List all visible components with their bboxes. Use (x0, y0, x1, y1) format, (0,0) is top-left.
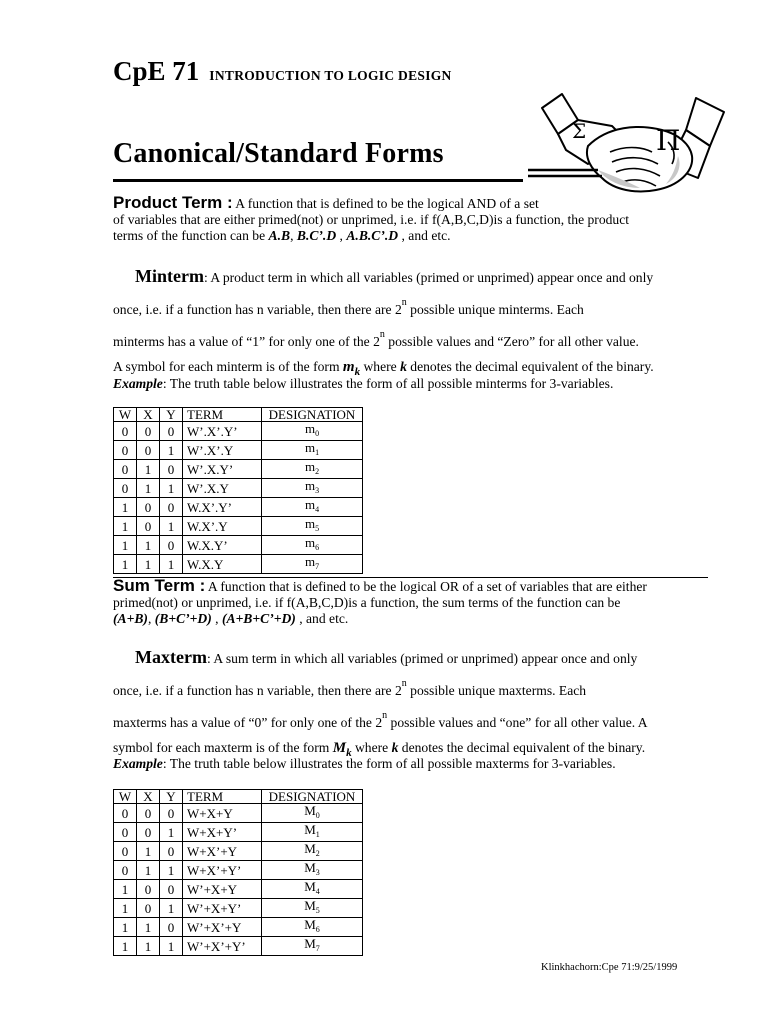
sum-term-line3 (113, 611, 713, 627)
cell-designation (262, 536, 363, 555)
cell-w: 0 (114, 441, 137, 460)
designation-subscript: 7 (315, 944, 320, 953)
table-row (114, 555, 363, 574)
table-header-row (114, 790, 363, 804)
sigma-symbol: Σ (572, 119, 587, 143)
sum-example-3: (A+B+C’+D) (221, 611, 296, 626)
cell-designation (262, 823, 363, 842)
cell-term: W’+X+Y (183, 880, 262, 899)
cell-term: W’+X’+Y’ (183, 937, 262, 956)
minterm-symbol-sub: k (354, 366, 361, 378)
sum-sep-2: , (211, 611, 222, 626)
table-row (114, 536, 363, 555)
designation-subscript: 4 (315, 887, 320, 896)
cell-term: W’.X.Y (183, 479, 262, 498)
cell-designation (262, 918, 363, 937)
maxterm-truth-table (113, 789, 363, 956)
cell-x: 1 (137, 918, 160, 937)
cell-w: 0 (114, 422, 137, 441)
minterm-line2 (113, 290, 713, 322)
maxterm-line4-c: denotes the decimal equivalent of the binary. (398, 740, 646, 755)
designation-symbol: M (304, 936, 316, 951)
sum-term-heading: Sum Term : (113, 576, 206, 595)
course-code: CpE 71 (113, 56, 200, 86)
cell-designation (262, 804, 363, 823)
cell-designation (262, 517, 363, 536)
minterm-example (113, 376, 713, 392)
cell-designation (262, 937, 363, 956)
maxterm-example-text: : The truth table below illustrates the form of all possible maxterms for 3-variables. (162, 756, 616, 771)
designation-symbol: M (304, 803, 316, 818)
designation-symbol: m (304, 554, 316, 569)
designation-subscript: 2 (315, 849, 320, 858)
table-row (114, 517, 363, 536)
maxterm-example (113, 756, 713, 772)
maxterm-line3-a: maxterms has a value of “0” for only one of the 2 (113, 715, 383, 730)
cell-y: 1 (160, 823, 183, 842)
designation-symbol: M (304, 860, 316, 875)
designation-subscript: 4 (315, 505, 320, 514)
cell-w: 1 (114, 918, 137, 937)
table-header-row (114, 408, 363, 422)
maxterm-line2-sup: n (401, 678, 407, 689)
minterm-k: k (400, 359, 407, 374)
minterm-line4-a: A symbol for each minterm is of the form (113, 359, 343, 374)
cell-x: 0 (137, 422, 160, 441)
cell-x: 1 (137, 460, 160, 479)
cell-designation (262, 555, 363, 574)
cell-y: 1 (160, 555, 183, 574)
cell-x: 0 (137, 441, 160, 460)
minterm-example-label: Example (113, 376, 163, 391)
cell-w: 1 (114, 498, 137, 517)
designation-subscript: 5 (315, 906, 320, 915)
column-header: X (137, 790, 160, 804)
cell-term: W+X’+Y’ (183, 861, 262, 880)
cell-term: W’.X.Y’ (183, 460, 262, 479)
designation-symbol: M (304, 898, 316, 913)
sum-example-2: (B+C’+D) (154, 611, 212, 626)
minterm-line1: : A product term in which all variables (primed or unprimed) appear once and only (203, 270, 654, 285)
cell-w: 1 (114, 517, 137, 536)
designation-subscript: 0 (315, 811, 320, 820)
sum-example-1: (A+B) (113, 611, 148, 626)
designation-symbol: m (304, 516, 316, 531)
cell-designation (262, 861, 363, 880)
designation-symbol: m (304, 497, 316, 512)
cell-designation (262, 479, 363, 498)
column-header: DESIGNATION (262, 790, 363, 804)
cell-term: W’+X+Y’ (183, 899, 262, 918)
table-row (114, 498, 363, 517)
maxterm-line3 (113, 703, 713, 735)
designation-symbol: M (304, 879, 316, 894)
designation-subscript: 6 (315, 543, 320, 552)
minterm-line4-c: denotes the decimal equivalent of the binary. (406, 359, 654, 374)
column-header: W (114, 790, 137, 804)
minterm-symbol: m (342, 359, 355, 375)
cell-y: 1 (160, 937, 183, 956)
product-term-text: A function that is defined to be the logical AND of a set (232, 196, 539, 211)
product-example-1: A.B (268, 228, 291, 243)
maxterm-line3-b: possible values and “one” for all other value. A (387, 715, 648, 730)
minterm-heading: Minterm (135, 266, 204, 286)
minterm-line3 (113, 322, 713, 354)
cell-w: 0 (114, 823, 137, 842)
table-row (114, 823, 363, 842)
designation-symbol: m (304, 535, 316, 550)
cell-designation (262, 498, 363, 517)
cell-term: W.X’.Y’ (183, 498, 262, 517)
maxterm-line4-a: symbol for each maxterm is of the form (113, 740, 333, 755)
cell-y: 1 (160, 899, 183, 918)
cell-designation (262, 422, 363, 441)
cell-y: 0 (160, 460, 183, 479)
course-name: INTRODUCTION TO LOGIC DESIGN (209, 68, 452, 83)
cell-w: 1 (114, 536, 137, 555)
cell-w: 1 (114, 880, 137, 899)
minterm-line2-a: once, i.e. if a function has n variable, then there are 2 (113, 302, 402, 317)
course-header (113, 56, 452, 87)
designation-subscript: 1 (315, 830, 320, 839)
product-term-heading: Product Term : (113, 193, 233, 212)
cell-designation (262, 880, 363, 899)
column-header: X (137, 408, 160, 422)
page-footer: Klinkhachorn:Cpe 71:9/25/1999 (541, 962, 678, 973)
designation-symbol: M (304, 841, 316, 856)
table-row (114, 880, 363, 899)
table-row (114, 422, 363, 441)
table-row (114, 842, 363, 861)
table-row (114, 460, 363, 479)
minterm-line3-a: minterms has a value of “1” for only one of the 2 (113, 334, 380, 349)
product-term-paragraph (113, 195, 713, 244)
designation-subscript: 2 (315, 467, 320, 476)
handshake-logo-icon (528, 86, 738, 206)
cell-term: W’.X’.Y’ (183, 422, 262, 441)
minterm-line3-b: possible values and “Zero” for all other value. (384, 334, 639, 349)
cell-term: W+X+Y (183, 804, 262, 823)
maxterm-paragraph (113, 645, 713, 766)
designation-symbol: m (304, 459, 316, 474)
cell-x: 0 (137, 823, 160, 842)
cell-designation (262, 441, 363, 460)
table-row (114, 899, 363, 918)
designation-symbol: m (304, 440, 316, 455)
cell-term: W.X’.Y (183, 517, 262, 536)
minterm-line3-sup: n (379, 329, 385, 340)
designation-subscript: 5 (315, 524, 320, 533)
cell-y: 1 (160, 441, 183, 460)
cell-term: W.X.Y’ (183, 536, 262, 555)
table-row (114, 804, 363, 823)
designation-subscript: 7 (315, 562, 320, 571)
table-row (114, 479, 363, 498)
column-header: W (114, 408, 137, 422)
cell-w: 1 (114, 937, 137, 956)
cell-term: W’.X’.Y (183, 441, 262, 460)
product-term-line3 (113, 228, 713, 244)
column-header: TERM (183, 790, 262, 804)
cell-x: 1 (137, 861, 160, 880)
cell-designation (262, 460, 363, 479)
cell-term: W+X’+Y (183, 842, 262, 861)
maxterm-k: k (391, 740, 399, 755)
minterm-line4-b: where (360, 359, 401, 374)
cell-x: 1 (137, 555, 160, 574)
designation-subscript: 1 (315, 448, 320, 457)
designation-subscript: 0 (315, 429, 320, 438)
designation-subscript: 3 (315, 868, 320, 877)
product-example-2: B.C’.D (296, 228, 337, 243)
maxterm-line3-sup: n (382, 710, 388, 721)
cell-x: 1 (137, 842, 160, 861)
minterm-example-text: : The truth table below illustrates the form of all possible minterms for 3-variables. (162, 376, 614, 391)
title-rule (113, 179, 523, 182)
column-header: TERM (183, 408, 262, 422)
cell-y: 0 (160, 804, 183, 823)
cell-y: 1 (160, 861, 183, 880)
product-term-line3-prefix: terms of the function can be (113, 228, 269, 243)
maxterm-line1: : A sum term in which all variables (primed or unprimed) appear once and only (206, 651, 638, 666)
sum-term-paragraph (113, 578, 713, 627)
designation-symbol: m (304, 421, 316, 436)
cell-w: 0 (114, 804, 137, 823)
designation-symbol: m (304, 478, 316, 493)
maxterm-heading: Maxterm (135, 647, 207, 667)
product-sep-2: , (336, 228, 347, 243)
product-sep-1: , (290, 228, 297, 243)
cell-y: 0 (160, 918, 183, 937)
sum-term-line3-suffix: , and etc. (295, 611, 349, 626)
product-example-3: A.B.C’.D (346, 228, 399, 243)
cell-x: 0 (137, 804, 160, 823)
sum-term-line2: primed(not) or unprimed, i.e. if f(A,B,C,D)is a function, the sum terms of the function can be (113, 595, 621, 610)
cell-term: W.X.Y (183, 555, 262, 574)
maxterm-example-label: Example (113, 756, 163, 771)
table-row (114, 918, 363, 937)
cell-x: 0 (137, 498, 160, 517)
maxterm-line2-a: once, i.e. if a function has n variable, then there are 2 (113, 683, 402, 698)
cell-designation (262, 899, 363, 918)
cell-x: 1 (137, 479, 160, 498)
table-row (114, 937, 363, 956)
cell-w: 0 (114, 861, 137, 880)
cell-y: 0 (160, 536, 183, 555)
cell-w: 0 (114, 479, 137, 498)
designation-symbol: M (304, 822, 316, 837)
column-header: DESIGNATION (262, 408, 363, 422)
column-header: Y (160, 408, 183, 422)
designation-subscript: 3 (315, 486, 320, 495)
product-term-line2: of variables that are either primed(not) or unprimed, i.e. if f(A,B,C,D)is a function, the product (113, 212, 630, 227)
cell-y: 1 (160, 517, 183, 536)
maxterm-line2-b: possible unique maxterms. Each (406, 683, 587, 698)
cell-w: 0 (114, 460, 137, 479)
pi-symbol: Π (656, 124, 681, 157)
cell-term: W+X+Y’ (183, 823, 262, 842)
cell-x: 0 (137, 517, 160, 536)
table-row (114, 441, 363, 460)
maxterm-symbol-sub: k (346, 747, 352, 759)
page-title: Canonical/Standard Forms (113, 138, 444, 169)
cell-designation (262, 842, 363, 861)
cell-y: 0 (160, 842, 183, 861)
designation-subscript: 6 (315, 925, 320, 934)
maxterm-symbol: M (332, 740, 347, 756)
cell-y: 1 (160, 479, 183, 498)
cell-y: 0 (160, 880, 183, 899)
product-term-line3-suffix: , and etc. (398, 228, 451, 243)
cell-x: 1 (137, 536, 160, 555)
cell-x: 0 (137, 880, 160, 899)
minterm-paragraph (113, 264, 713, 385)
cell-y: 0 (160, 498, 183, 517)
maxterm-line2 (113, 671, 713, 703)
cell-term: W’+X’+Y (183, 918, 262, 937)
cell-x: 0 (137, 899, 160, 918)
minterm-line2-sup: n (401, 297, 407, 308)
minterm-line2-b: possible unique minterms. Each (406, 302, 584, 317)
cell-y: 0 (160, 422, 183, 441)
cell-x: 1 (137, 937, 160, 956)
maxterm-line4-b: where (351, 740, 392, 755)
minterm-truth-table (113, 407, 363, 574)
table-row (114, 861, 363, 880)
sum-term-text: A function that is defined to be the logical OR of a set of variables that are either (205, 579, 647, 594)
column-header: Y (160, 790, 183, 804)
cell-w: 0 (114, 842, 137, 861)
cell-w: 1 (114, 555, 137, 574)
cell-w: 1 (114, 899, 137, 918)
sum-sep-1: , (147, 611, 155, 626)
designation-symbol: M (304, 917, 316, 932)
